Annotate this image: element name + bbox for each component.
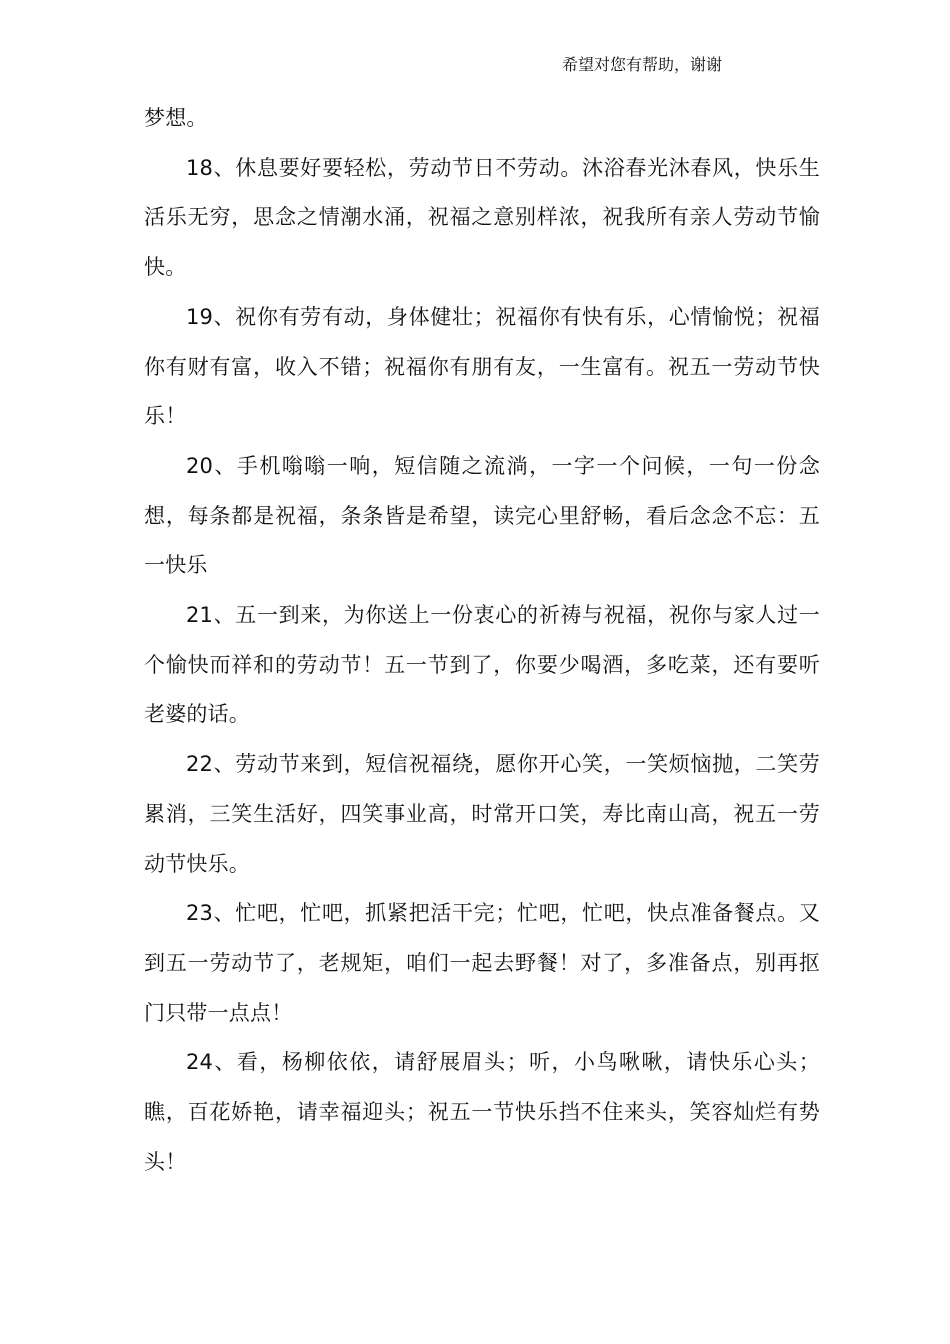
paragraph-19: 19、祝你有劳有动，身体健壮；祝福你有快有乐，心情愉悦；祝福你有财有富，收入不错；祝福你有朋有友，一生富有。祝五一劳动节快乐！ [144,304,820,429]
paragraph-20: 20、手机嗡嗡一响，短信随之流淌，一字一个问候，一句一份念想，每条都是祝福，条条皆是希望，读完心里舒畅，看后念念不忘：五一快乐 [144,453,820,578]
paragraph-18: 18、休息要好要轻松，劳动节日不劳动。沐浴春光沐春风，快乐生活乐无穷，思念之情潮水涌，祝福之意别样浓，祝我所有亲人劳动节愉快。 [144,155,820,280]
body-text [144,94,820,1187]
header-note: 希望对您有帮助，谢谢 [562,55,723,74]
paragraph-21: 21、五一到来，为你送上一份衷心的祈祷与祝福，祝你与家人过一个愉快而祥和的劳动节！五一节到了，你要少喝酒，多吃菜，还有要听老婆的话。 [144,603,820,727]
paragraph-24: 24、看，杨柳依依，请舒展眉头；听，小鸟啾啾，请快乐心头；瞧，百花娇艳，请幸福迎头；祝五一节快乐挡不住来头，笑容灿烂有势头！ [144,1050,820,1174]
paragraph-continuation: 梦想。 [144,106,208,130]
paragraph-22: 22、劳动节来到，短信祝福绕，愿你开心笑，一笑烦恼抛，二笑劳累消，三笑生活好，四笑事业高，时常开口笑，寿比南山高，祝五一劳动节快乐。 [144,752,820,876]
paragraph-23: 23、忙吧，忙吧，抓紧把活干完；忙吧，忙吧，快点准备餐点。又到五一劳动节了，老规矩，咱们一起去野餐！对了，多准备点，别再抠门只带一点点！ [144,901,820,1025]
